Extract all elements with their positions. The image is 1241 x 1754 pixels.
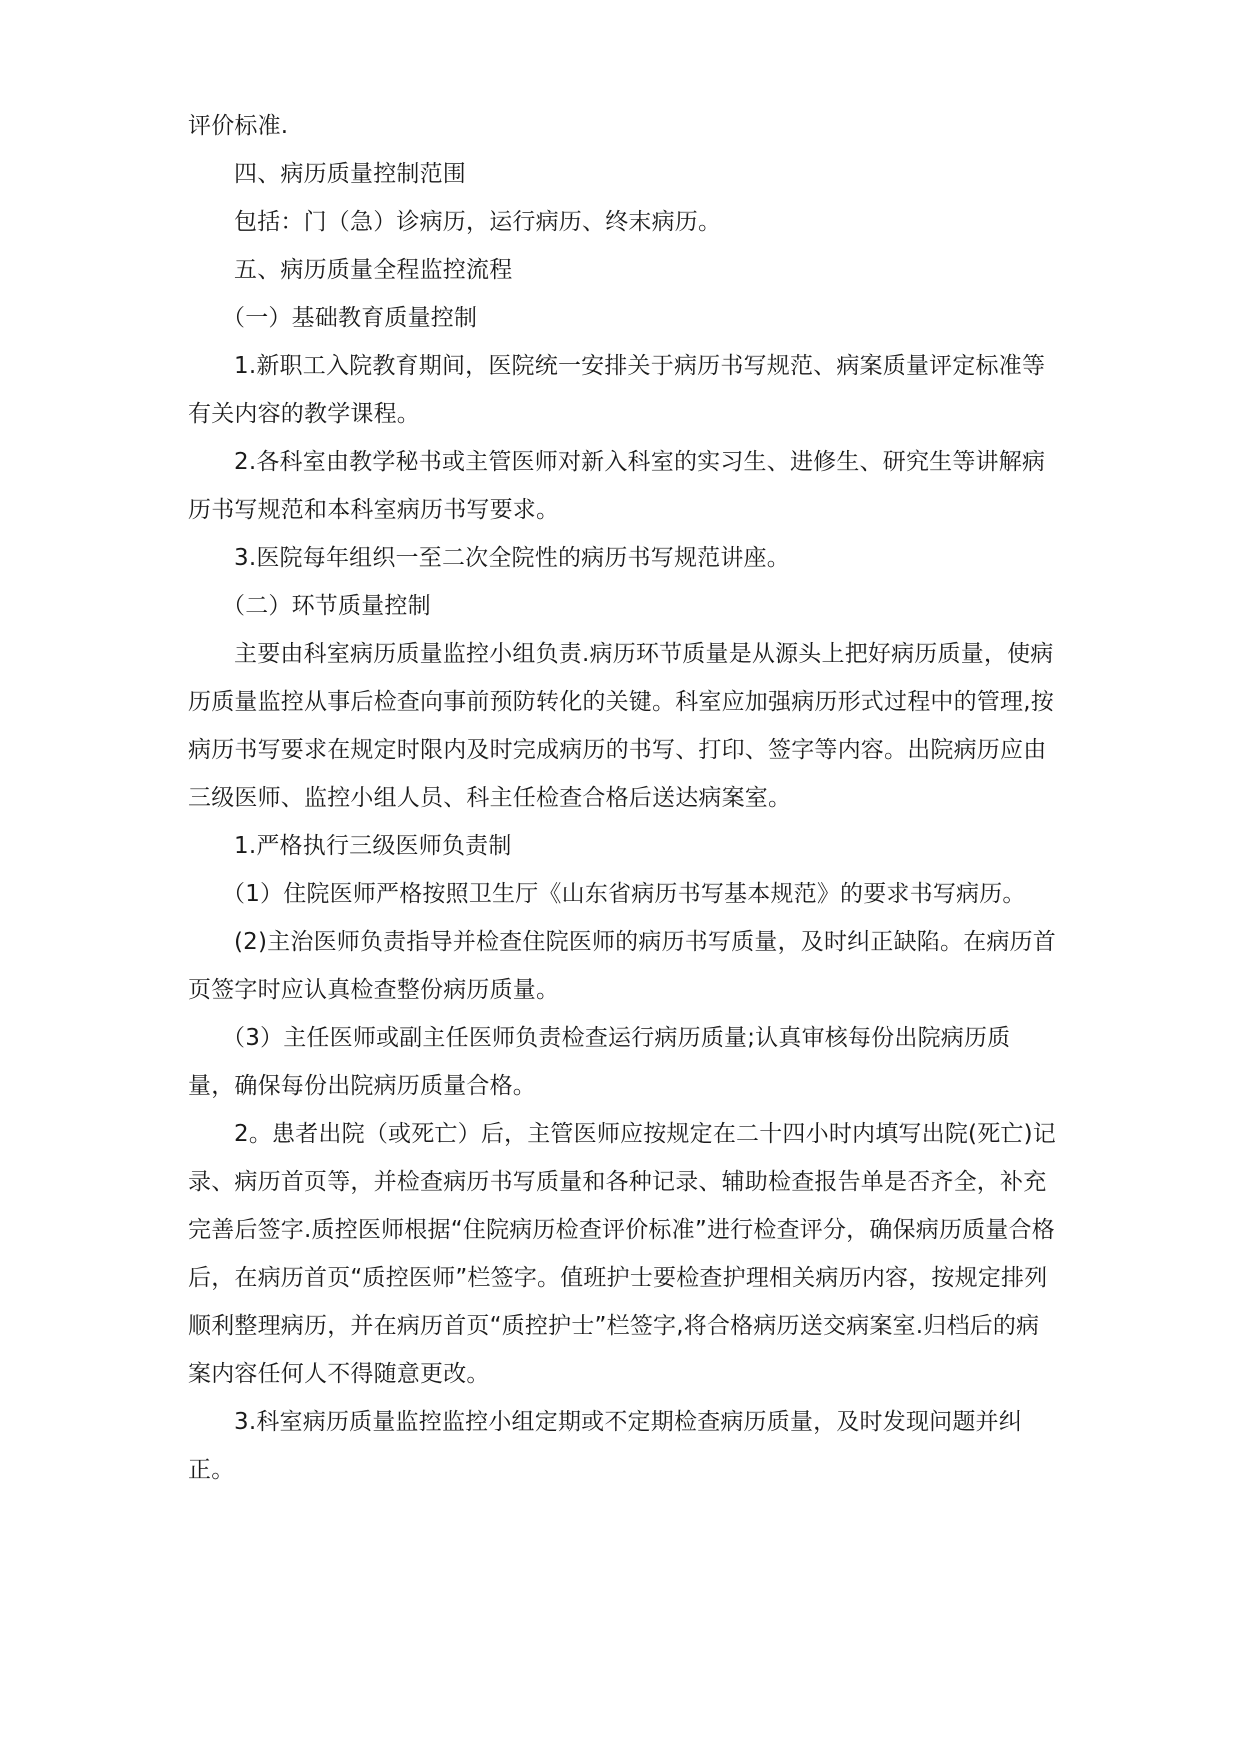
paragraph-chief-doctor: （3）主任医师或副主任医师负责检查运行病历质量;认真审核每份出院病历质量，确保每份出院病历质量合格。	[188, 1025, 1011, 1099]
paragraph-three-level-doctor: 1.严格执行三级医师负责制	[234, 833, 512, 859]
paragraph-process-control: 主要由科室病历质量监控小组负责.病历环节质量是从源头上把好病历质量，使病历质量监控从事后检查向事前预防转化的关键。科室应加强病历形式过程中的管理,按病历书写要求在规定时限内及时完成病历的书写、打印、签字等内容。出院病历应由三级医师、监控小组人员、科主任检查合格后送达病案室。	[188, 641, 1054, 811]
heading-scope: 四、病历质量控制范围	[234, 161, 466, 187]
paragraph-item-3: 3.医院每年组织一至二次全院性的病历书写规范讲座。	[234, 545, 790, 571]
document-page	[188, 102, 1056, 1494]
paragraph-attending-doctor: (2)主治医师负责指导并检查住院医师的病历书写质量，及时纠正缺陷。在病历首页签字时应认真检查整份病历质量。	[188, 929, 1056, 1003]
paragraph-item-1: 1.新职工入院教育期间，医院统一安排关于病历书写规范、病案质量评定标准等有关内容的教学课程。	[188, 353, 1046, 427]
paragraph-discharge: 2。患者出院（或死亡）后，主管医师应按规定在二十四小时内填写出院(死亡)记录、病历首页等，并检查病历书写质量和各种记录、辅助检查报告单是否齐全，补充完善后签字.质控医师根据“住院病历检查评价标准”进行检查评分，确保病历质量合格后，在病历首页“质控医师”栏签字。值班护士要检查护理相关病历内容，按规定排列顺利整理病历，并在病历首页“质控护士”栏签字,将合格病历送交病案室.归档后的病案内容任何人不得随意更改。	[188, 1121, 1056, 1387]
subheading-basic-education: （一）基础教育质量控制	[222, 305, 478, 331]
paragraph-scope-includes: 包括：门（急）诊病历，运行病历、终末病历。	[234, 209, 722, 235]
subheading-process-control: （二）环节质量控制	[222, 593, 431, 619]
paragraph-item-2: 2.各科室由教学秘书或主管医师对新入科室的实习生、进修生、研究生等讲解病历书写规范和本科室病历书写要求。	[188, 449, 1046, 523]
paragraph-periodic-check: 3.科室病历质量监控监控小组定期或不定期检查病历质量，及时发现问题并纠正。	[188, 1409, 1022, 1483]
paragraph-evaluation-standard: 评价标准.	[188, 113, 289, 139]
paragraph-resident-doctor: （1）住院医师严格按照卫生厅《山东省病历书写基本规范》的要求书写病历。	[222, 881, 1026, 907]
heading-monitoring-process: 五、病历质量全程监控流程	[234, 257, 513, 283]
